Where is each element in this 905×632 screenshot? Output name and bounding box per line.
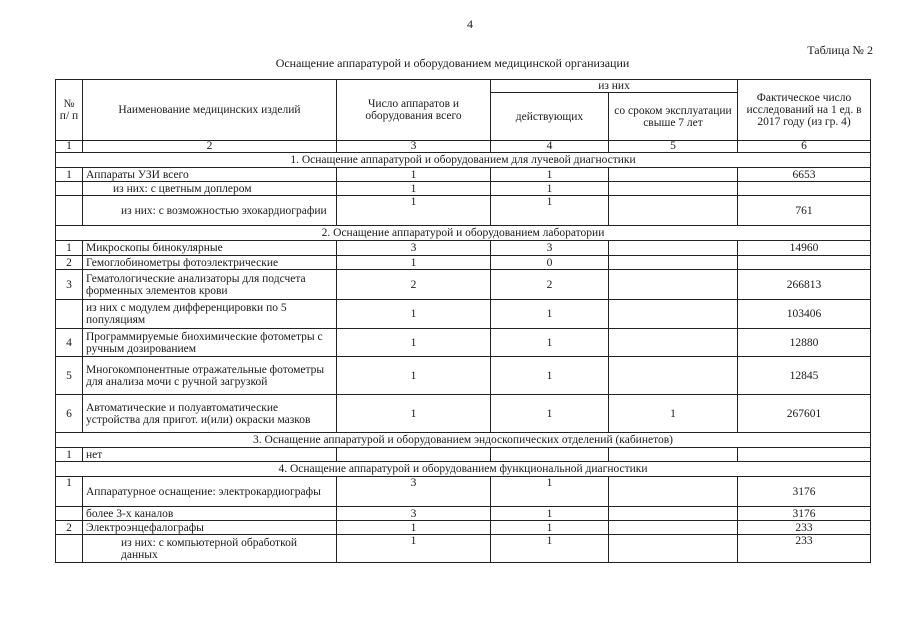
table-row (56, 477, 871, 507)
row-old (609, 507, 738, 521)
column-number: 4 (491, 141, 609, 153)
row-studies: 103406 (738, 300, 871, 329)
row-name: более 3-х каналов (83, 507, 337, 521)
section-row (56, 226, 871, 241)
row-studies: 233 (738, 535, 871, 563)
row-no: 1 (56, 241, 83, 256)
row-no (56, 507, 83, 521)
row-total: 1 (337, 300, 491, 329)
row-total: 1 (337, 256, 491, 270)
row-active: 2 (491, 270, 609, 300)
table-row (56, 182, 871, 196)
row-old (609, 182, 738, 196)
row-active: 1 (491, 182, 609, 196)
row-studies: 3176 (738, 507, 871, 521)
row-total: 1 (337, 521, 491, 535)
row-no: 4 (56, 329, 83, 357)
row-name: Гематологические анализаторы для подсчета форменных элементов крови (83, 270, 337, 300)
row-old (609, 477, 738, 507)
row-name: из них: с цветным доплером (83, 182, 337, 196)
row-total (337, 448, 491, 462)
row-name: Гемоглобинометры фотоэлектрические (83, 256, 337, 270)
row-total: 3 (337, 241, 491, 256)
section-title: 4. Оснащение аппаратурой и оборудованием функциональной диагностики (56, 462, 871, 477)
table-row (56, 535, 871, 563)
row-studies: 12880 (738, 329, 871, 357)
row-no: 5 (56, 357, 83, 395)
row-old (609, 329, 738, 357)
row-old (609, 241, 738, 256)
row-no (56, 300, 83, 329)
row-total: 3 (337, 477, 491, 507)
row-studies: 3176 (738, 477, 871, 507)
row-name: из них: с возможностью эхокардиографии (83, 196, 337, 226)
section-title: 2. Оснащение аппаратурой и оборудованием лаборатории (56, 226, 871, 241)
table-header-row (56, 80, 871, 93)
row-studies: 761 (738, 196, 871, 226)
table-row (56, 168, 871, 182)
table-row (56, 256, 871, 270)
table-row (56, 448, 871, 462)
row-no (56, 196, 83, 226)
header-old: со сроком эксплуатации свыше 7 лет (609, 93, 738, 141)
row-name: нет (83, 448, 337, 462)
header-no: № п/ п (56, 80, 83, 141)
page-number: 4 (467, 17, 473, 31)
header-active: действующих (491, 93, 609, 141)
row-active: 0 (491, 256, 609, 270)
column-numbers-row (56, 141, 871, 153)
section-row (56, 153, 871, 168)
table-row (56, 270, 871, 300)
header-studies: Фактическое число исследований на 1 ед. в 2017 году (из гр. 4) (738, 80, 871, 141)
table-row (56, 395, 871, 433)
row-studies: 266813 (738, 270, 871, 300)
column-number: 6 (738, 141, 871, 153)
table-row (56, 329, 871, 357)
section-row (56, 433, 871, 448)
section-title: 1. Оснащение аппаратурой и оборудованием для лучевой диагностики (56, 153, 871, 168)
column-number: 1 (56, 141, 83, 153)
row-total: 2 (337, 270, 491, 300)
row-name: Автоматические и полуавтоматические устройства для пригот. и(или) окраски мазков (83, 395, 337, 433)
row-no: 2 (56, 256, 83, 270)
row-total: 1 (337, 182, 491, 196)
table-row (56, 357, 871, 395)
row-no: 1 (56, 477, 83, 507)
row-old (609, 535, 738, 563)
table-row (56, 300, 871, 329)
row-active: 1 (491, 395, 609, 433)
row-active: 1 (491, 168, 609, 182)
row-total: 1 (337, 329, 491, 357)
row-name: Аппаратурное оснащение: электрокардиографы (83, 477, 337, 507)
row-old (609, 256, 738, 270)
header-total: Число аппаратов и оборудования всего (337, 80, 491, 141)
row-name: Многокомпонентные отражательные фотометры для анализа мочи с ручной загрузкой (83, 357, 337, 395)
row-studies (738, 256, 871, 270)
row-active (491, 448, 609, 462)
row-no: 6 (56, 395, 83, 433)
row-old (609, 448, 738, 462)
row-studies: 267601 (738, 395, 871, 433)
row-no: 3 (56, 270, 83, 300)
table-row (56, 521, 871, 535)
row-total: 1 (337, 535, 491, 563)
row-studies (738, 182, 871, 196)
section-title: 3. Оснащение аппаратурой и оборудованием эндоскопических отделений (кабинетов) (56, 433, 871, 448)
row-active: 1 (491, 507, 609, 521)
row-old (609, 357, 738, 395)
row-no (56, 535, 83, 563)
document-title: Оснащение аппаратурой и оборудованием медицинской организации (275, 56, 630, 70)
row-active: 1 (491, 357, 609, 395)
row-studies: 6653 (738, 168, 871, 182)
row-studies: 12845 (738, 357, 871, 395)
row-no: 1 (56, 168, 83, 182)
row-old (609, 300, 738, 329)
row-old (609, 521, 738, 535)
column-number: 3 (337, 141, 491, 153)
row-active: 1 (491, 535, 609, 563)
row-no (56, 182, 83, 196)
row-studies: 233 (738, 521, 871, 535)
row-total: 1 (337, 196, 491, 226)
row-studies (738, 448, 871, 462)
row-active: 1 (491, 521, 609, 535)
table-label: Таблица № 2 (807, 43, 873, 57)
row-name: из них с модулем дифференцировки по 5 популяциям (83, 300, 337, 329)
header-of-them: из них (491, 80, 738, 93)
row-old: 1 (609, 395, 738, 433)
row-active: 1 (491, 196, 609, 226)
equipment-table (55, 79, 871, 563)
row-name: из них: с компьютерной обработкой данных (83, 535, 337, 563)
row-no: 2 (56, 521, 83, 535)
table-row (56, 196, 871, 226)
section-row (56, 462, 871, 477)
row-name: Микроскопы бинокулярные (83, 241, 337, 256)
column-number: 2 (83, 141, 337, 153)
row-active: 1 (491, 300, 609, 329)
header-name: Наименование медицинских изделий (83, 80, 337, 141)
row-total: 1 (337, 168, 491, 182)
row-name: Аппараты УЗИ всего (83, 168, 337, 182)
column-number: 5 (609, 141, 738, 153)
row-active: 1 (491, 329, 609, 357)
row-no: 1 (56, 448, 83, 462)
table-row (56, 507, 871, 521)
row-total: 1 (337, 357, 491, 395)
row-name: Электроэнцефалографы (83, 521, 337, 535)
row-old (609, 196, 738, 226)
row-old (609, 168, 738, 182)
row-studies: 14960 (738, 241, 871, 256)
row-active: 1 (491, 477, 609, 507)
row-active: 3 (491, 241, 609, 256)
table-row (56, 241, 871, 256)
row-total: 1 (337, 395, 491, 433)
row-name: Программируемые биохимические фотометры с ручным дозированием (83, 329, 337, 357)
row-old (609, 270, 738, 300)
row-total: 3 (337, 507, 491, 521)
